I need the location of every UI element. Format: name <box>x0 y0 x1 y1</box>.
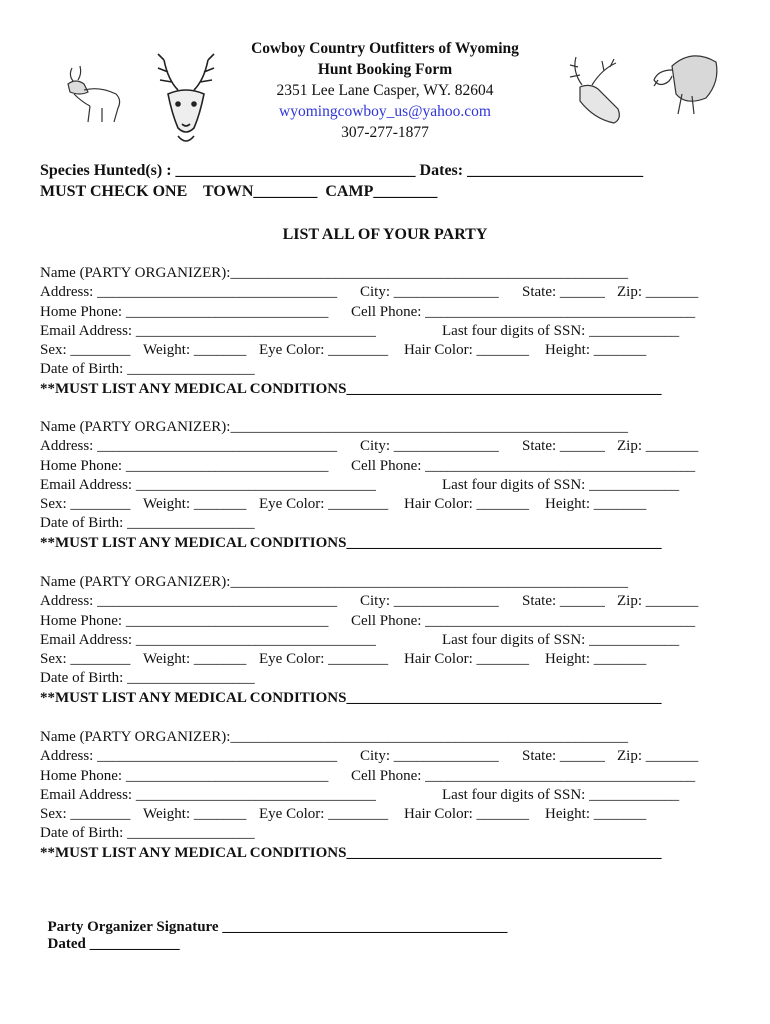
email-field[interactable]: Email Address: ________________________________ <box>40 786 376 803</box>
eye-color-field[interactable]: Eye Color: ________ <box>259 342 389 359</box>
email-field[interactable]: Email Address: ________________________________ <box>40 631 376 648</box>
email-field[interactable]: Email Address: ________________________________ <box>40 476 376 493</box>
dob-field[interactable]: Date of Birth: _________________ <box>40 670 255 687</box>
address-field[interactable]: Address: ________________________________ <box>40 284 338 301</box>
city-field[interactable]: City: ______________ <box>360 284 499 301</box>
name-field[interactable]: Name (PARTY ORGANIZER):_____________________________________________________ <box>40 265 628 281</box>
height-field[interactable]: Height: _______ <box>545 496 647 513</box>
ssn-field[interactable]: Last four digits of SSN: ____________ <box>442 476 680 493</box>
species-dates-line[interactable]: Species Hunted(s) : ______________________________ Dates: ______________________ <box>40 162 644 179</box>
height-field[interactable]: Height: _______ <box>545 806 647 823</box>
company-name: Cowboy Country Outfitters of Wyoming <box>251 40 519 57</box>
hair-color-field[interactable]: Hair Color: _______ <box>404 651 529 668</box>
cell-phone-field[interactable]: Cell Phone: ____________________________________ <box>351 303 696 320</box>
address-field[interactable]: Address: ________________________________ <box>40 748 338 765</box>
sex-field[interactable]: Sex: ________ <box>40 806 131 823</box>
weight-field[interactable]: Weight: _______ <box>143 342 247 359</box>
company-email-link[interactable]: wyomingcowboy_us@yahoo.com <box>279 103 491 120</box>
company-phone: 307-277-1877 <box>341 124 429 141</box>
eye-color-field[interactable]: Eye Color: ________ <box>259 806 389 823</box>
height-field[interactable]: Height: _______ <box>545 651 647 668</box>
email-field[interactable]: Email Address: ________________________________ <box>40 322 376 339</box>
city-field[interactable]: City: ______________ <box>360 438 499 455</box>
name-field[interactable]: Name (PARTY ORGANIZER):_____________________________________________________ <box>40 419 628 435</box>
party-member-entry <box>40 419 712 554</box>
zip-field[interactable]: Zip: _______ <box>617 284 699 301</box>
ssn-field[interactable]: Last four digits of SSN: ____________ <box>442 786 680 803</box>
height-field[interactable]: Height: _______ <box>545 342 647 359</box>
city-field[interactable]: City: ______________ <box>360 748 499 765</box>
name-field[interactable]: Name (PARTY ORGANIZER):_____________________________________________________ <box>40 574 628 590</box>
company-address: 2351 Lee Lane Casper, WY. 82604 <box>276 82 494 99</box>
dated-field[interactable]: Dated ____________ <box>47 936 180 952</box>
sex-field[interactable]: Sex: ________ <box>40 496 131 513</box>
party-section-title: LIST ALL OF YOUR PARTY <box>282 226 488 243</box>
state-field[interactable]: State: ______ <box>522 748 605 765</box>
town-camp-check-line[interactable]: MUST CHECK ONE TOWN________ CAMP________ <box>40 183 438 200</box>
zip-field[interactable]: Zip: _______ <box>617 438 699 455</box>
party-member-entry <box>40 574 712 709</box>
signature-row <box>40 902 507 953</box>
party-member-entry <box>40 729 712 864</box>
medical-conditions-field[interactable]: **MUST LIST ANY MEDICAL CONDITIONS__________________________________________ <box>40 844 662 861</box>
cell-phone-field[interactable]: Cell Phone: ____________________________________ <box>351 457 696 474</box>
home-phone-field[interactable]: Home Phone: ___________________________ <box>40 612 329 629</box>
city-field[interactable]: City: ______________ <box>360 593 499 610</box>
dob-field[interactable]: Date of Birth: _________________ <box>40 515 255 532</box>
home-phone-field[interactable]: Home Phone: ___________________________ <box>40 457 329 474</box>
address-field[interactable]: Address: ________________________________ <box>40 593 338 610</box>
pronghorn-sketch <box>50 62 130 124</box>
state-field[interactable]: State: ______ <box>522 438 605 455</box>
weight-field[interactable]: Weight: _______ <box>143 651 247 668</box>
mule-deer-sketch <box>138 50 234 148</box>
cell-phone-field[interactable]: Cell Phone: ____________________________________ <box>351 767 696 784</box>
weight-field[interactable]: Weight: _______ <box>143 496 247 513</box>
turkey-sketch <box>642 46 722 118</box>
dob-field[interactable]: Date of Birth: _________________ <box>40 825 255 842</box>
name-field[interactable]: Name (PARTY ORGANIZER):_____________________________________________________ <box>40 729 628 745</box>
organizer-signature-field[interactable]: Party Organizer Signature ______________________________________ <box>47 919 508 935</box>
address-field[interactable]: Address: ________________________________ <box>40 438 338 455</box>
state-field[interactable]: State: ______ <box>522 593 605 610</box>
elk-sketch <box>552 55 630 125</box>
eye-color-field[interactable]: Eye Color: ________ <box>259 496 389 513</box>
home-phone-field[interactable]: Home Phone: ___________________________ <box>40 303 329 320</box>
weight-field[interactable]: Weight: _______ <box>143 806 247 823</box>
zip-field[interactable]: Zip: _______ <box>617 748 699 765</box>
zip-field[interactable]: Zip: _______ <box>617 593 699 610</box>
dob-field[interactable]: Date of Birth: _________________ <box>40 361 255 378</box>
cell-phone-field[interactable]: Cell Phone: ____________________________________ <box>351 612 696 629</box>
eye-color-field[interactable]: Eye Color: ________ <box>259 651 389 668</box>
hair-color-field[interactable]: Hair Color: _______ <box>404 342 529 359</box>
medical-conditions-field[interactable]: **MUST LIST ANY MEDICAL CONDITIONS__________________________________________ <box>40 534 662 551</box>
party-member-entry <box>40 265 712 400</box>
ssn-field[interactable]: Last four digits of SSN: ____________ <box>442 322 680 339</box>
home-phone-field[interactable]: Home Phone: ___________________________ <box>40 767 329 784</box>
sex-field[interactable]: Sex: ________ <box>40 651 131 668</box>
medical-conditions-field[interactable]: **MUST LIST ANY MEDICAL CONDITIONS__________________________________________ <box>40 380 662 397</box>
state-field[interactable]: State: ______ <box>522 284 605 301</box>
sex-field[interactable]: Sex: ________ <box>40 342 131 359</box>
hair-color-field[interactable]: Hair Color: _______ <box>404 806 529 823</box>
hair-color-field[interactable]: Hair Color: _______ <box>404 496 529 513</box>
ssn-field[interactable]: Last four digits of SSN: ____________ <box>442 631 680 648</box>
medical-conditions-field[interactable]: **MUST LIST ANY MEDICAL CONDITIONS__________________________________________ <box>40 689 662 706</box>
form-title: Hunt Booking Form <box>317 61 453 78</box>
